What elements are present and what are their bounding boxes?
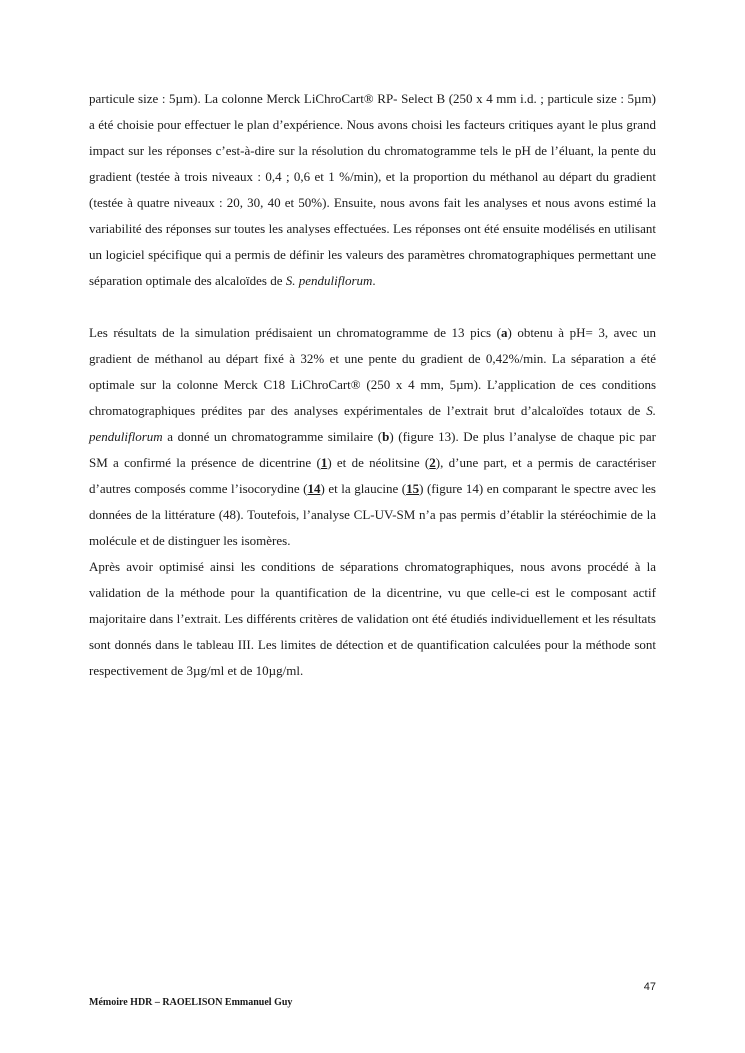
paragraph-2-text: ) obtenu à pH= 3, avec un gradient de méthanol au départ fixé à 32% et une pente du gradient de 0,42%/min. La séparation a été optimale sur la colonne Merck C18 LiChroCart® (250 x 4 mm, 5µm). L’application de ces conditions chromatographiques prédites par des analyses expérimentales de l’extrait brut d’alcaloïdes totaux de [89,325,656,418]
paragraph-2-text: ) (figure 14) en comparant le spectre avec les données de la littérature (48). Toutefois, l’analyse CL-UV-SM n’a pas permis d’établir la stéréochimie de la molécule et de distinguer les isomères. [89,481,656,548]
paragraph-2-text: ) et de néolitsine ( [327,455,430,470]
species-name: S. penduliflorum [89,403,656,444]
compound-ref-14: 14 [307,481,321,496]
paragraph-1 [89,86,656,294]
compound-ref-1: 1 [320,455,328,470]
page-footer: Mémoire HDR – RAOELISON Emmanuel Guy [89,997,293,1008]
species-name: S. penduliflorum [285,273,373,288]
paragraph-2-text: Les résultats de la simulation prédisaient un chromatogramme de 13 pics ( [89,325,501,340]
paragraph-2-text: ) et la glaucine ( [320,481,407,496]
chromatogram-label-a: a [500,325,508,340]
paragraph-2-text: a donné un chromatogramme similaire ( [162,429,383,444]
paragraph-2-text: ), d’une part, et a permis de caractériser d’autres composés comme l’isocorydine ( [89,455,657,496]
paragraph-2-text: ) (figure 13). De plus l’analyse de chaque pic par SM a confirmé la présence de dicentrine ( [89,429,657,470]
paragraph-1-end: . [372,273,376,288]
paragraph-2 [89,320,656,554]
compound-ref-2: 2 [429,455,436,470]
paragraph-1-text: particule size : 5µm). La colonne Merck LiChroCart® RP- Select B (250 x 4 mm i.d. ; particule size : 5µm) a été choisie pour effectuer le plan d’expérience. Nous avons choisi les facteurs critiques ayant le plus grand impact sur les réponses c’est-à-dire sur la résolution du chromatogramme tels le pH de l’éluant, la pente du gradient (testée à trois niveaux : 0,4 ; 0,6 et 1 %/min), et la proportion du méthanol au départ du gradient (testée à quatre niveaux : 20, 30, 40 et 50%). Ensuite, nous avons fait les analyses et nous avons estimé la variabilité des réponses sur toutes les analyses effectuées. Les réponses ont été ensuite modélisés en utilisant un logiciel spécifique qui a permis de définir les valeurs des paramètres chromatographiques permettant une séparation optimale des alcaloïdes de [89,91,656,288]
page-number: 47 [643,981,656,993]
chromatogram-label-b: b [382,429,390,444]
page-body [89,86,656,684]
paragraph-3: Après avoir optimisé ainsi les conditions de séparations chromatographiques, nous avons procédé à la validation de la méthode pour la quantification de la dicentrine, vu que celle-ci est le composant actif majoritaire dans l’extrait. Les différents critères de validation ont été étudiés individuellement et les résultats sont donnés dans le tableau III. Les limites de détection et de quantification calculées pour la méthode sont respectivement de 3µg/ml et de 10µg/ml. [89,559,656,678]
compound-ref-15: 15 [406,481,420,496]
